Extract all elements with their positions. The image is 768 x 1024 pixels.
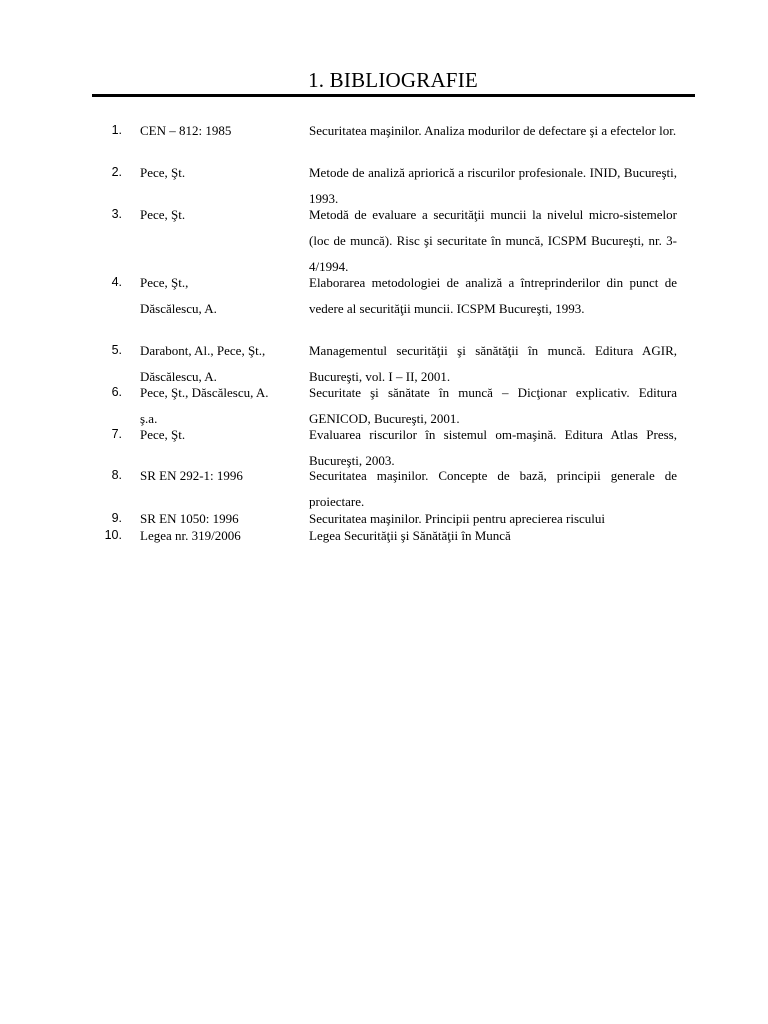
entry-author-line: Legea nr. 319/2006 — [140, 528, 241, 543]
entry-author-line: Darabont, Al., Pece, Şt., — [140, 343, 266, 358]
entry-reference-text: Legea Securităţii şi Sănătăţii în Muncă — [309, 528, 511, 543]
entry-reference-text: Securitatea maşinilor. Analiza modurilor de defectare şi a efectelor lor. — [309, 123, 677, 138]
entry-reference-text: Metodă de evaluare a securităţii muncii la nivelul micro-sistemelor (loc de muncă). Risc şi securitate în muncă, ICSPM Bucureşti, nr. 3-4/1994. — [309, 207, 677, 274]
page-title: 1. BIBLIOGRAFIE — [308, 68, 478, 92]
entry-reference-text: Securitate şi sănătate în muncă – Dicţionar explicativ. Editura GENICOD, Bucureşti, 2001. — [309, 385, 677, 426]
entry-number: 4. — [111, 275, 122, 289]
entry-number: 9. — [111, 511, 122, 525]
entry-author-line: CEN – 812: 1985 — [140, 123, 232, 138]
entry-reference-text: Evaluarea riscurilor în sistemul om-maşină. Editura Atlas Press, Bucureşti, 2003. — [309, 427, 677, 468]
entry-author-line: Pece, Şt. — [140, 427, 186, 442]
entry-number: 2. — [111, 165, 122, 179]
entry-reference-text: Metode de analiză apriorică a riscurilor profesionale. INID, Bucureşti, 1993. — [309, 165, 677, 206]
entry-number: 6. — [111, 385, 122, 399]
entry-author — [140, 202, 300, 228]
entry-author-line: Pece, Şt. — [140, 165, 186, 180]
entry-number: 5. — [111, 343, 122, 357]
entry-author — [140, 523, 300, 549]
entry-author-line: Pece, Şt. — [140, 207, 186, 222]
entry-author — [140, 160, 300, 186]
entry-reference-text: Elaborarea metodologiei de analiză a întreprinderilor din punct de vedere al securităţii muncii. ICSPM Bucureşti, 1993. — [309, 275, 677, 316]
entry-reference-text: Securitatea maşinilor. Principii pentru aprecierea riscului — [309, 511, 606, 526]
entry-number: 7. — [111, 427, 122, 441]
entry-number: 1. — [111, 123, 122, 137]
entry-author — [140, 422, 300, 448]
entry-number: 10. — [104, 528, 122, 542]
entry-author-line: Pece, Şt., — [140, 275, 189, 290]
entry-author-line: SR EN 1050: 1996 — [140, 511, 239, 526]
entry-author-line: Dăscălescu, A. — [140, 301, 217, 316]
entry-author — [140, 463, 300, 489]
entry-author — [140, 118, 300, 144]
entry-author-line: Dăscălescu, A. — [140, 369, 217, 384]
entry-author-line: SR EN 292-1: 1996 — [140, 468, 243, 483]
entry-number: 8. — [111, 468, 122, 482]
entry-author — [140, 270, 300, 322]
entry-number: 3. — [111, 207, 122, 221]
entry-author-line: ş.a. — [140, 411, 158, 426]
entry-reference-text: Securitatea maşinilor. Concepte de bază, principii generale de proiectare. — [309, 468, 677, 509]
entry-author-line: Pece, Şt., Dăscălescu, A. — [140, 385, 269, 400]
title-underline — [92, 94, 695, 97]
entry-reference-text: Managementul securităţii şi sănătăţii în muncă. Editura AGIR, Bucureşti, vol. I – II, 2001. — [309, 343, 677, 384]
